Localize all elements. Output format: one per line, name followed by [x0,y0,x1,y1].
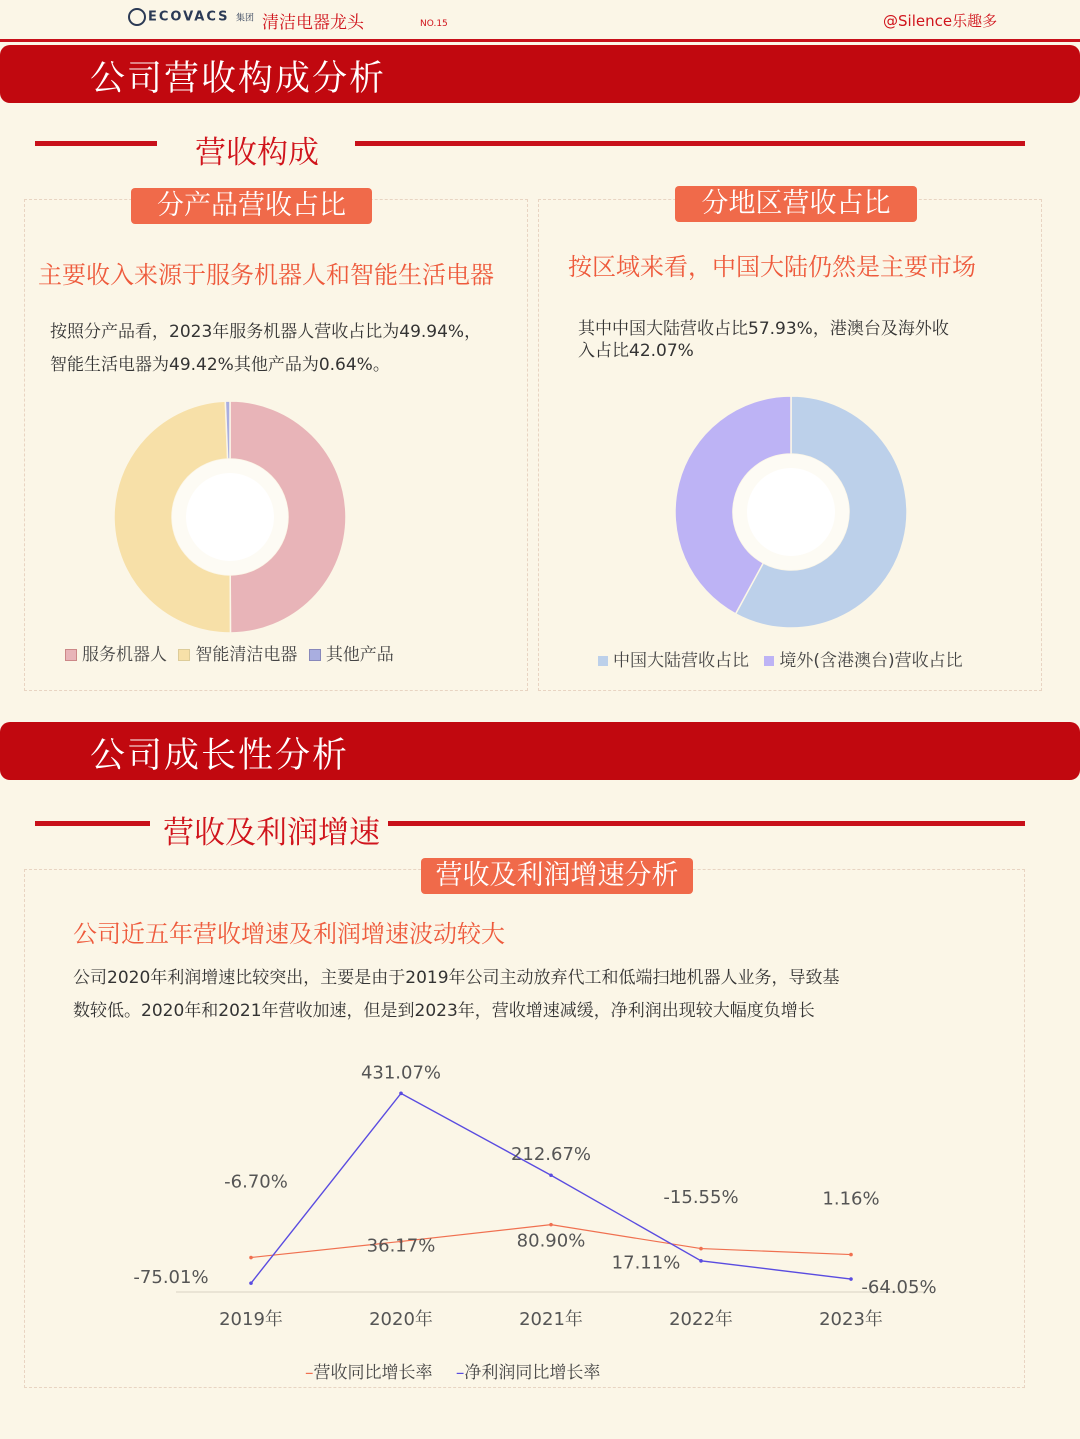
data-label-0-2: 80.90% [516,1230,586,1252]
region-legend [598,646,963,671]
growth-line-chart [0,1040,1080,1390]
product-donut-chart [105,392,355,642]
legend-swatch-overseas [764,656,774,666]
legend-profit-marker: – [455,1363,465,1383]
x-tick-label: 2019年 [219,1309,283,1330]
region-desc-1: 其中中国大陆营收占比57.93%，港澳台及海外收 [578,319,949,339]
legend-revenue-marker: – [305,1363,314,1383]
series-point-0 [549,1223,553,1227]
series-point-1 [399,1092,403,1096]
subhead2-rule-left [35,821,150,826]
series-point-0 [699,1247,703,1251]
data-label-0-4: 1.16% [822,1188,880,1210]
data-label-1-0: -75.01% [133,1267,209,1289]
x-tick-label: 2021年 [519,1309,583,1330]
region-donut-chart [666,387,916,637]
x-tick-label: 2020年 [369,1309,433,1330]
legend-robot: 服务机器人 [82,645,167,665]
section2-title: 公司成长性分析 [90,736,350,776]
legend-swatch-other [309,649,321,661]
data-label-0-0: -6.70% [224,1171,288,1193]
header-title: 清洁电器龙头 [262,13,364,33]
issue-number: NO.15 [420,19,448,29]
product-center [186,473,274,561]
logo-text: ECOVACS [148,9,230,25]
legend-swatch-robot [65,649,77,661]
product-desc-1: 按照分产品看，2023年服务机器人营收占比为49.94%， [50,322,482,342]
subhead1: 营收构成 [195,135,319,171]
region-headline: 按区域来看，中国大陆仍然是主要市场 [568,253,976,281]
growth-legend [305,1358,600,1383]
x-tick-label: 2023年 [819,1309,883,1330]
growth-tag: 营收及利润增速分析 [421,858,693,894]
series-point-0 [849,1253,853,1257]
region-revenue-tag: 分地区营收占比 [675,186,917,222]
series-line-1 [251,1093,851,1283]
legend-mainland: 中国大陆营收占比 [613,651,749,671]
growth-headline: 公司近五年营收增速及利润增速波动较大 [73,920,505,948]
subhead2-rule-right [388,821,1025,826]
logo-ring-icon [128,8,146,26]
legend-overseas: 境外(含港澳台)营收占比 [779,651,963,671]
ecovacs-logo [128,8,254,26]
subhead2: 营收及利润增速 [163,815,380,851]
data-label-0-3: 17.11% [611,1252,681,1274]
series-point-1 [849,1277,853,1281]
product-desc-2: 智能生活电器为49.42%其他产品为0.64%。 [50,355,390,375]
data-label-0-1: 36.17% [366,1235,436,1257]
subhead1-rule-left [35,141,157,146]
x-tick-label: 2022年 [669,1309,733,1330]
section2-banner [0,722,1080,780]
legend-profit: 净利润同比增长率 [464,1363,601,1383]
product-headline: 主要收入来源于服务机器人和智能生活电器 [38,261,494,289]
legend-revenue: 营收同比增长率 [313,1363,433,1383]
legend-appliance: 智能清洁电器 [195,645,298,665]
author-handle: @Silence乐趣多 [883,12,998,30]
product-revenue-tag: 分产品营收占比 [131,188,372,224]
legend-other: 其他产品 [325,645,394,665]
growth-desc-2: 数较低。2020年和2021年营收加速，但是到2023年，营收增速减缓，净利润出现较大幅度负增长 [73,1001,815,1021]
growth-desc-1: 公司2020年利润增速比较突出，主要是由于2019年公司主动放弃代工和低端扫地机器人业务，导致基 [73,968,840,988]
logo-sub: 集团 [236,13,255,24]
series-point-1 [549,1173,553,1177]
data-label-1-3: -15.55% [663,1186,739,1208]
legend-swatch-mainland [598,656,608,666]
data-label-1-2: 212.67% [510,1144,592,1166]
legend-swatch-appliance [178,649,190,661]
region-desc-2: 入占比42.07% [578,341,694,361]
data-label-1-1: 431.07% [360,1062,442,1084]
region-center [747,468,835,556]
series-point-0 [249,1256,253,1260]
header-divider [0,39,1080,42]
series-point-1 [699,1259,703,1263]
product-legend [65,640,394,665]
series-point-1 [249,1281,253,1285]
section1-banner [0,45,1080,103]
subhead1-rule-right [355,141,1025,146]
section1-title: 公司营收构成分析 [90,59,387,99]
data-label-1-4: -64.05% [861,1277,937,1299]
